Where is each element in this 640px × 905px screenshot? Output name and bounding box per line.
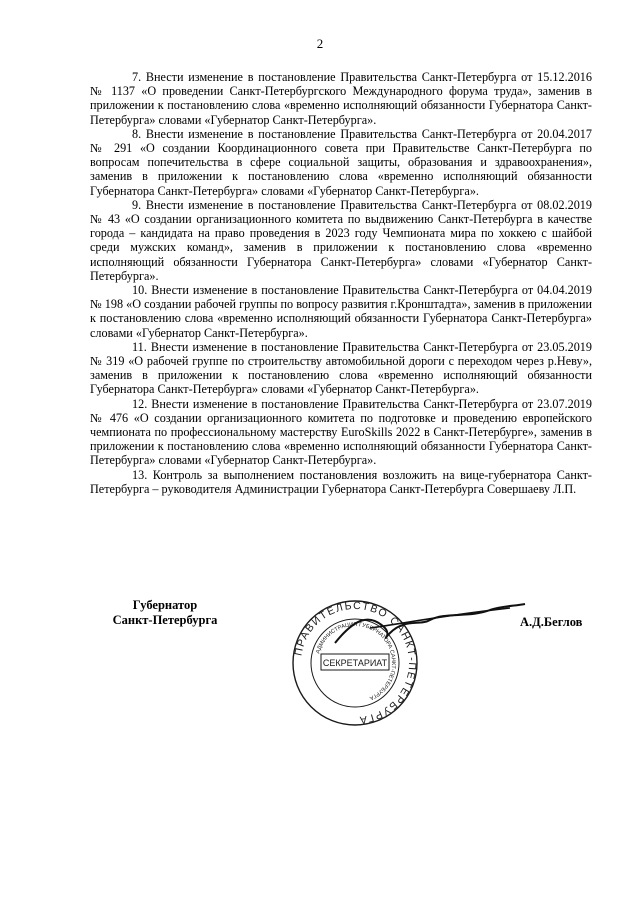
paragraph-item-12: 12. Внести изменение в постановление Правительства Санкт-Петербурга от 23.07.2019 № 476 «О создании организационного комитета по подготовке и проведению европейского чемпионата по профессиональному мастерству EuroSkills 2022 в Санкт-Петербурге», заменив в приложении к постановлению слова «временно исполняющий обязанности Губернатора Санкт-Петербурга» словами «Губернатор Санкт-Петербурга». (90, 396, 592, 468)
svg-text:СЕКРЕТАРИАТ: СЕКРЕТАРИАТ (322, 658, 388, 668)
svg-text:ПРАВИТЕЛЬСТВО САНКТ-ПЕТЕРБУРГА: ПРАВИТЕЛЬСТВО САНКТ-ПЕТЕРБУРГА (292, 599, 419, 727)
paragraph-item-8: 8. Внести изменение в постановление Правительства Санкт-Петербурга от 20.04.2017 № 291 «О создании Координационного совета при Правительстве Санкт-Петербурга по вопросам попечительства в сфере социальной защиты, образования и здравоохранения», заменив в приложении к постановлению слова «временно исполняющий обязанности Губернатора Санкт-Петербурга» словами «Губернатор Санкт-Петербурга». (90, 126, 592, 198)
handwritten-signature (330, 598, 530, 658)
svg-text:АДМИНИСТРАЦИЯ ГУБЕРНАТОРА САНК: АДМИНИСТРАЦИЯ ГУБЕРНАТОРА САНКТ-ПЕТЕРБУРГА (315, 621, 397, 701)
paragraph-item-13: 13. Контроль за выполнением постановления возложить на вице-губернатора Санкт-Петербурга – руководителя Администрации Губернатора Санкт-Петербурга Совершаеву Л.П. (90, 467, 592, 496)
signatory-title-line1: Губернатор (132, 598, 198, 612)
document-body (90, 70, 592, 496)
page-number: 2 (316, 36, 324, 51)
signatory-title (90, 598, 240, 628)
signatory-name: А.Д.Беглов (520, 615, 583, 629)
paragraph-item-9: 9. Внести изменение в постановление Правительства Санкт-Петербурга от 08.02.2019 № 43 «О создании организационного комитета по выдвижению Санкт-Петербурга в качестве города – кандидата на право проведения в 2023 году Чемпионата мира по хоккею с шайбой среди мужских команд», заменив в приложении к постановлению слова «временно исполняющий обязанности Губернатора Санкт-Петербурга» словами «Губернатор Санкт-Петербурга». (90, 197, 592, 283)
paragraph-item-11: 11. Внести изменение в постановление Правительства Санкт-Петербурга от 23.05.2019 № 319 «О рабочей группе по строительству автомобильной дороги с переходом через р.Неву», заменив в приложении к постановлению слова «временно исполняющий обязанности Губернатора Санкт-Петербурга» словами «Губернатор Санкт-Петербурга». (90, 339, 592, 397)
signatory-title-line2: Санкт-Петербурга (112, 613, 218, 627)
signature-block (0, 598, 640, 728)
paragraph-item-7: 7. Внести изменение в постановление Правительства Санкт-Петербурга от 15.12.2016 № 1137 «О проведении Санкт-Петербургского Международного форума труда», заменив в приложении к постановлению слова «временно исполняющий обязанности Губернатора Санкт-Петербурга» словами «Губернатор Санкт-Петербурга». (90, 70, 592, 127)
paragraph-item-10: 10. Внести изменение в постановление Правительства Санкт-Петербурга от 04.04.2019 № 198 «О создании рабочей группы по вопросу развития г.Кронштадта», заменив в приложении к постановлению слова «временно исполняющий обязанности Губернатора Санкт-Петербурга» словами «Губернатор Санкт-Петербурга». (90, 283, 592, 340)
